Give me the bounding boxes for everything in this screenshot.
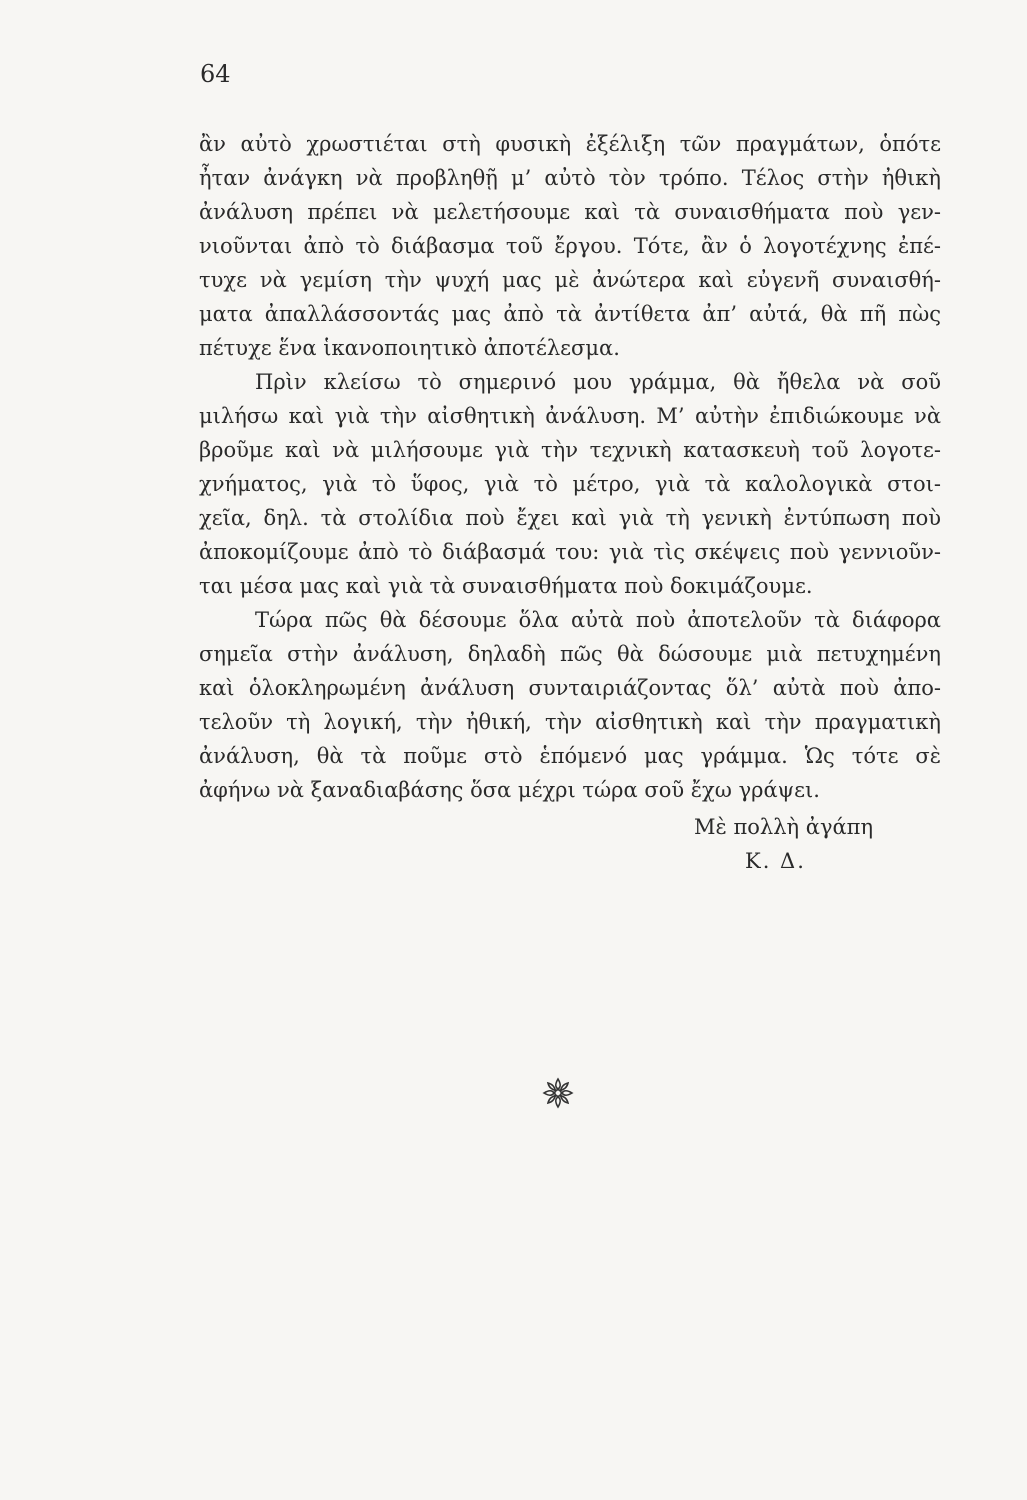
text-line: ἦταν ἀνάγκη νὰ προβληθῇ μ’ αὐτὸ τὸν τρόπο. Τέλος στὴν ἠθικὴ bbox=[199, 166, 941, 190]
text-line: ται μέσα μας καὶ γιὰ τὰ συναισθήματα ποὺ δοκιμάζουμε. bbox=[199, 574, 813, 598]
text-line: τυχε νὰ γεμίση τὴν ψυχή μας μὲ ἀνώτερα καὶ εὐγενῆ συναισθή- bbox=[199, 268, 941, 292]
text-line: τελοῦν τὴ λογική, τὴν ἠθική, τὴν αἰσθητικὴ καὶ τὴν πραγματικὴ bbox=[199, 710, 941, 734]
text-line: χεῖα, δηλ. τὰ στολίδια ποὺ ἔχει καὶ γιὰ τὴ γενικὴ ἐντύπωση ποὺ bbox=[199, 506, 941, 530]
text-line: ἂν αὐτὸ χρωστιέται στὴ φυσικὴ ἐξέλιξη τῶν πραγμάτων, ὁπότε bbox=[199, 132, 941, 156]
page-number: 64 bbox=[200, 60, 231, 88]
letter-body bbox=[199, 127, 941, 807]
text-line: Τώρα πῶς θὰ δέσουμε ὅλα αὐτὰ ποὺ ἀποτελοῦν τὰ διάφορα bbox=[255, 608, 941, 632]
closing-salutation: Μὲ πολλὴ ἀγάπη bbox=[694, 815, 874, 839]
text-line: Πρὶν κλείσω τὸ σημερινό μου γράμμα, θὰ ἤθελα νὰ σοῦ bbox=[255, 370, 941, 394]
closing-initials: Κ. Δ. bbox=[745, 849, 806, 873]
text-line: νιοῦνται ἀπὸ τὸ διάβασμα τοῦ ἔργου. Τότε, ἂν ὁ λογοτέχνης ἐπέ- bbox=[199, 234, 941, 258]
text-line: μιλήσω καὶ γιὰ τὴν αἰσθητικὴ ἀνάλυση. Μ’ αὐτὴν ἐπιδιώκουμε νὰ bbox=[199, 404, 941, 428]
text-line: ἀνάλυση, θὰ τὰ ποῦμε στὸ ἑπόμενό μας γράμμα. Ὡς τότε σὲ bbox=[199, 744, 941, 768]
floral-ornament-icon bbox=[540, 1075, 576, 1111]
text-line: βροῦμε καὶ νὰ μιλήσουμε γιὰ τὴν τεχνικὴ κατασκευὴ τοῦ λογοτε- bbox=[199, 438, 941, 462]
floral-ornament-icon bbox=[540, 1075, 576, 1111]
text-line: σημεῖα στὴν ἀνάλυση, δηλαδὴ πῶς θὰ δώσουμε μιὰ πετυχημένη bbox=[199, 642, 941, 666]
text-line: ἀφήνω νὰ ξαναδιαβάσης ὅσα μέχρι τώρα σοῦ ἔχω γράψει. bbox=[199, 778, 820, 802]
text-line: καὶ ὁλοκληρωμένη ἀνάλυση συνταιριάζοντας ὅλ’ αὐτὰ ποὺ ἀπο- bbox=[199, 676, 941, 700]
text-line: ἀποκομίζουμε ἀπὸ τὸ διάβασμά του: γιὰ τὶς σκέψεις ποὺ γεννιοῦν- bbox=[199, 540, 941, 564]
text-line: ματα ἀπαλλάσσοντάς μας ἀπὸ τὰ ἀντίθετα ἀπ’ αὐτά, θὰ πῆ πὼς bbox=[199, 302, 941, 326]
text-line: ἀνάλυση πρέπει νὰ μελετήσουμε καὶ τὰ συναισθήματα ποὺ γεν- bbox=[199, 200, 941, 224]
text-line: χνήματος, γιὰ τὸ ὕφος, γιὰ τὸ μέτρο, γιὰ τὰ καλολογικὰ στοι- bbox=[199, 472, 941, 496]
text-line: πέτυχε ἕνα ἱκανοποιητικὸ ἀποτέλεσμα. bbox=[199, 336, 620, 360]
